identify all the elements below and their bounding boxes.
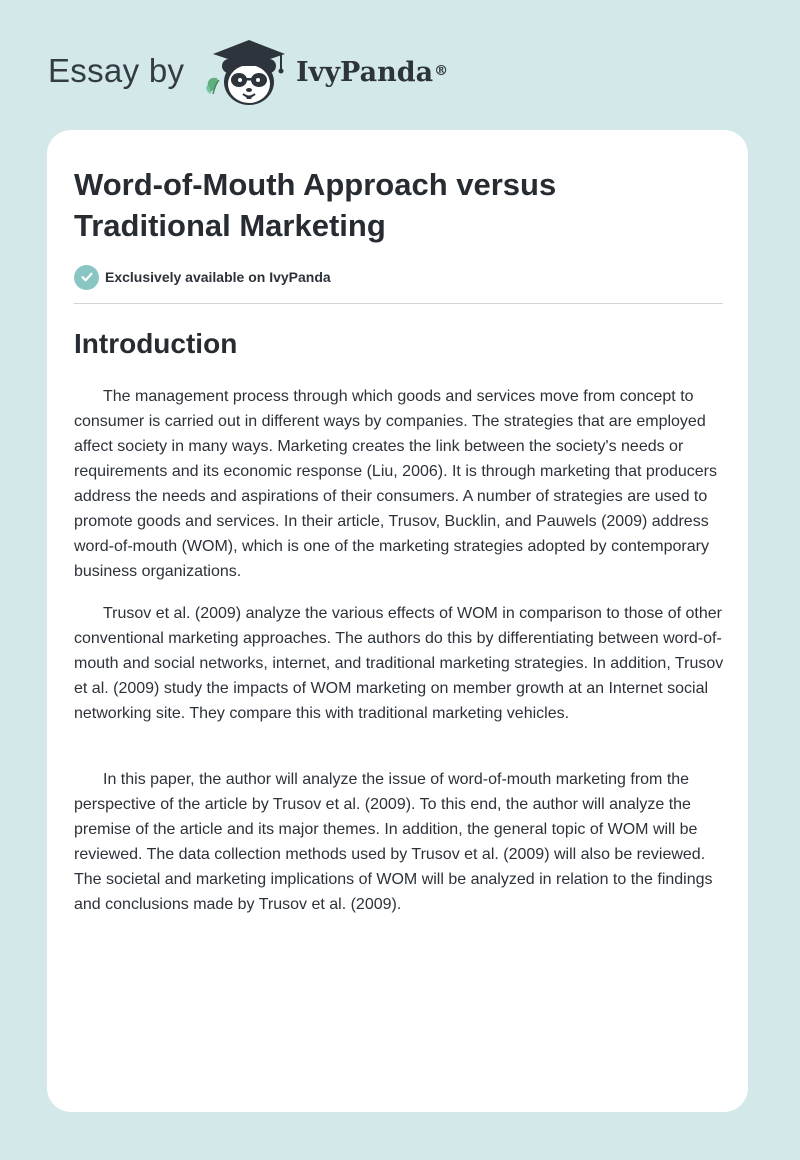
- brand-name: IvyPanda®: [296, 57, 449, 88]
- registered-mark: ®: [434, 63, 449, 79]
- exclusive-badge: [74, 264, 331, 290]
- badge-label: Exclusively available on IvyPanda: [105, 269, 331, 285]
- essay-title: Word-of-Mouth Approach versus Traditional Marketing: [74, 167, 557, 243]
- check-circle-icon: [74, 265, 99, 290]
- site-header: [0, 0, 800, 130]
- paragraph: The management process through which goods and services move from concept to consumer is carried out in different ways by companies. The strategies that are employed affect society in many ways. Marketing creates the link between the society's needs or requirements and its economic response (Liu, 2006). It is through marketing that producers address the needs and aspirations of their consumers. A number of strategies are used to promote goods and services. In their article, Trusov, Bucklin, and Pauwels (2009) address word-of-mouth (WOM), which is one of the marketing strategies adopted by contemporary business organizations.: [74, 388, 717, 580]
- essay-by-text: Essay by: [48, 52, 185, 89]
- paragraph: Trusov et al. (2009) analyze the various effects of WOM in comparison to those of other conventional marketing approaches. The authors do this by differentiating between word-of-mouth and social networks, internet, and traditional marketing strategies. In addition, Trusov et al. (2009) study the impacts of WOM marketing on member growth at an Internet social networking site. They compare this with traditional marketing vehicles.: [74, 605, 724, 722]
- paragraph: In this paper, the author will analyze the issue of word-of-mouth marketing from the perspective of the article by Trusov et al. (2009). To this end, the author will analyze the premise of the article and its major themes. In addition, the general topic of WOM will be reviewed. The data collection methods used by Trusov et al. (2009) will also be reviewed. The societal and marketing implications of WOM will be analyzed in relation to the findings and conclusions made by Trusov et al. (2009).: [74, 771, 713, 913]
- essay-card: [47, 130, 748, 1112]
- divider: [74, 303, 723, 304]
- leaf-icon: [206, 78, 219, 94]
- section-heading: Introduction: [74, 328, 238, 359]
- panda-graduate-icon: [203, 36, 293, 108]
